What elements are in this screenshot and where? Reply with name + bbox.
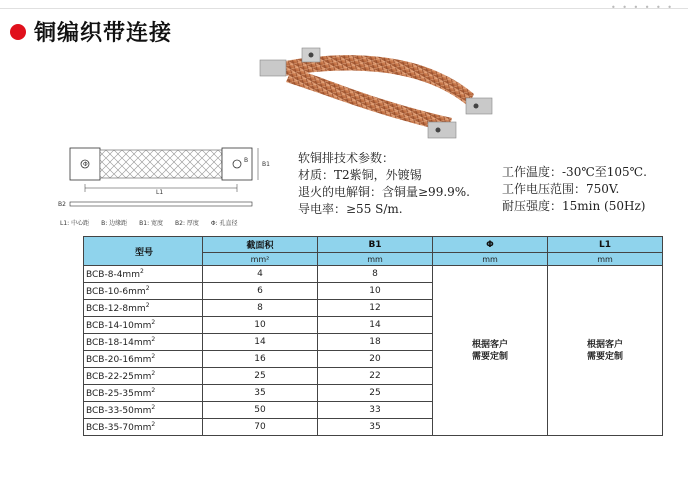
cell-model: BCB-$18-14mm^2$ xyxy=(84,334,203,351)
header-phi: Φ xyxy=(433,237,548,253)
section-header xyxy=(10,16,172,47)
spec-line: 导电率：≥55 S/m. xyxy=(298,202,403,216)
cell-model: BCB-$22-25mm^2$ xyxy=(84,368,203,385)
cell-b1: 12 xyxy=(318,300,433,317)
spec-table xyxy=(83,236,663,436)
cell-b1: 25 xyxy=(318,385,433,402)
cell-b1: 18 xyxy=(318,334,433,351)
cell-b1: 8 xyxy=(318,266,433,283)
page-title: 铜编织带连接 xyxy=(34,21,173,46)
cell-model: BCB-$10-6mm^2$ xyxy=(84,283,203,300)
cell-area: 50 xyxy=(203,402,318,419)
b2-label: B2 xyxy=(58,201,66,208)
cell-area: 35 xyxy=(203,385,318,402)
spec-line: 工作电压范围：750V. xyxy=(502,182,620,196)
cell-area: 8 xyxy=(203,300,318,317)
cell-area: 70 xyxy=(203,419,318,436)
header-area: 截面积 xyxy=(203,237,318,253)
spec-line: 耐压强度：15min (50Hz) xyxy=(502,199,646,213)
bullet-dot-icon xyxy=(10,24,26,40)
unit-area: mm² xyxy=(203,253,318,266)
cell-model: BCB-$25-35mm^2$ xyxy=(84,385,203,402)
cell-b1: 22 xyxy=(318,368,433,385)
spec-line: 工作温度：-30℃至105℃. xyxy=(502,165,647,179)
drawing-legend xyxy=(60,218,238,227)
top-rule xyxy=(0,8,688,9)
legend-item: Φ: 孔直径 xyxy=(210,220,238,227)
header-b1: B1 xyxy=(318,237,433,253)
cell-area: 16 xyxy=(203,351,318,368)
legend-item: B: 边缘距 xyxy=(101,220,128,227)
cell-model: BCB-$20-16mm^2$ xyxy=(84,351,203,368)
table-header-row xyxy=(84,237,663,253)
b-label: B xyxy=(244,157,249,164)
l1-label: L1 xyxy=(156,189,164,196)
phi-label: Φ xyxy=(83,161,88,168)
cell-model: BCB-$8-4mm^2$ xyxy=(84,266,203,283)
cell-b1: 14 xyxy=(318,317,433,334)
cell-area: 14 xyxy=(203,334,318,351)
decorative-dots: • • • • • • xyxy=(610,3,674,12)
cell-b1: 10 xyxy=(318,283,433,300)
unit-phi: mm xyxy=(433,253,548,266)
spec-line: 材质：T2紫铜，外镀锡 xyxy=(298,168,422,182)
spec-line: 退火的电解铜：含铜量≥99.9%. xyxy=(298,185,470,199)
header-l1: L1 xyxy=(548,237,663,253)
product-photo xyxy=(252,40,512,150)
cell-b1: 33 xyxy=(318,402,433,419)
table-row xyxy=(84,266,663,283)
cell-model: BCB-$33-50mm^2$ xyxy=(84,402,203,419)
cell-area: 25 xyxy=(203,368,318,385)
unit-b1: mm xyxy=(318,253,433,266)
header-model: 型号 xyxy=(84,237,203,266)
tech-specs-right xyxy=(502,164,647,215)
cell-b1: 20 xyxy=(318,351,433,368)
cell-area: 6 xyxy=(203,283,318,300)
cell-model: BCB-$12-8mm^2$ xyxy=(84,300,203,317)
legend-item: B1: 宽度 xyxy=(139,220,164,227)
cell-b1: 35 xyxy=(318,419,433,436)
legend-item: B2: 厚度 xyxy=(175,220,199,227)
tech-specs-left xyxy=(298,150,470,218)
unit-l1: mm xyxy=(548,253,663,266)
spec-line: 软铜排技术参数： xyxy=(298,151,395,165)
cell-area: 4 xyxy=(203,266,318,283)
cell-phi-custom: 根据客户 需要定制 xyxy=(433,266,548,436)
legend-item: L1: 中心距 xyxy=(60,220,90,227)
b1-label: B1 xyxy=(262,161,270,168)
dimension-drawing xyxy=(58,138,290,228)
cell-l1-custom: 根据客户 需要定制 xyxy=(548,266,663,436)
cell-model: BCB-$14-10mm^2$ xyxy=(84,317,203,334)
cell-model: BCB-$35-70mm^2$ xyxy=(84,419,203,436)
cell-area: 10 xyxy=(203,317,318,334)
